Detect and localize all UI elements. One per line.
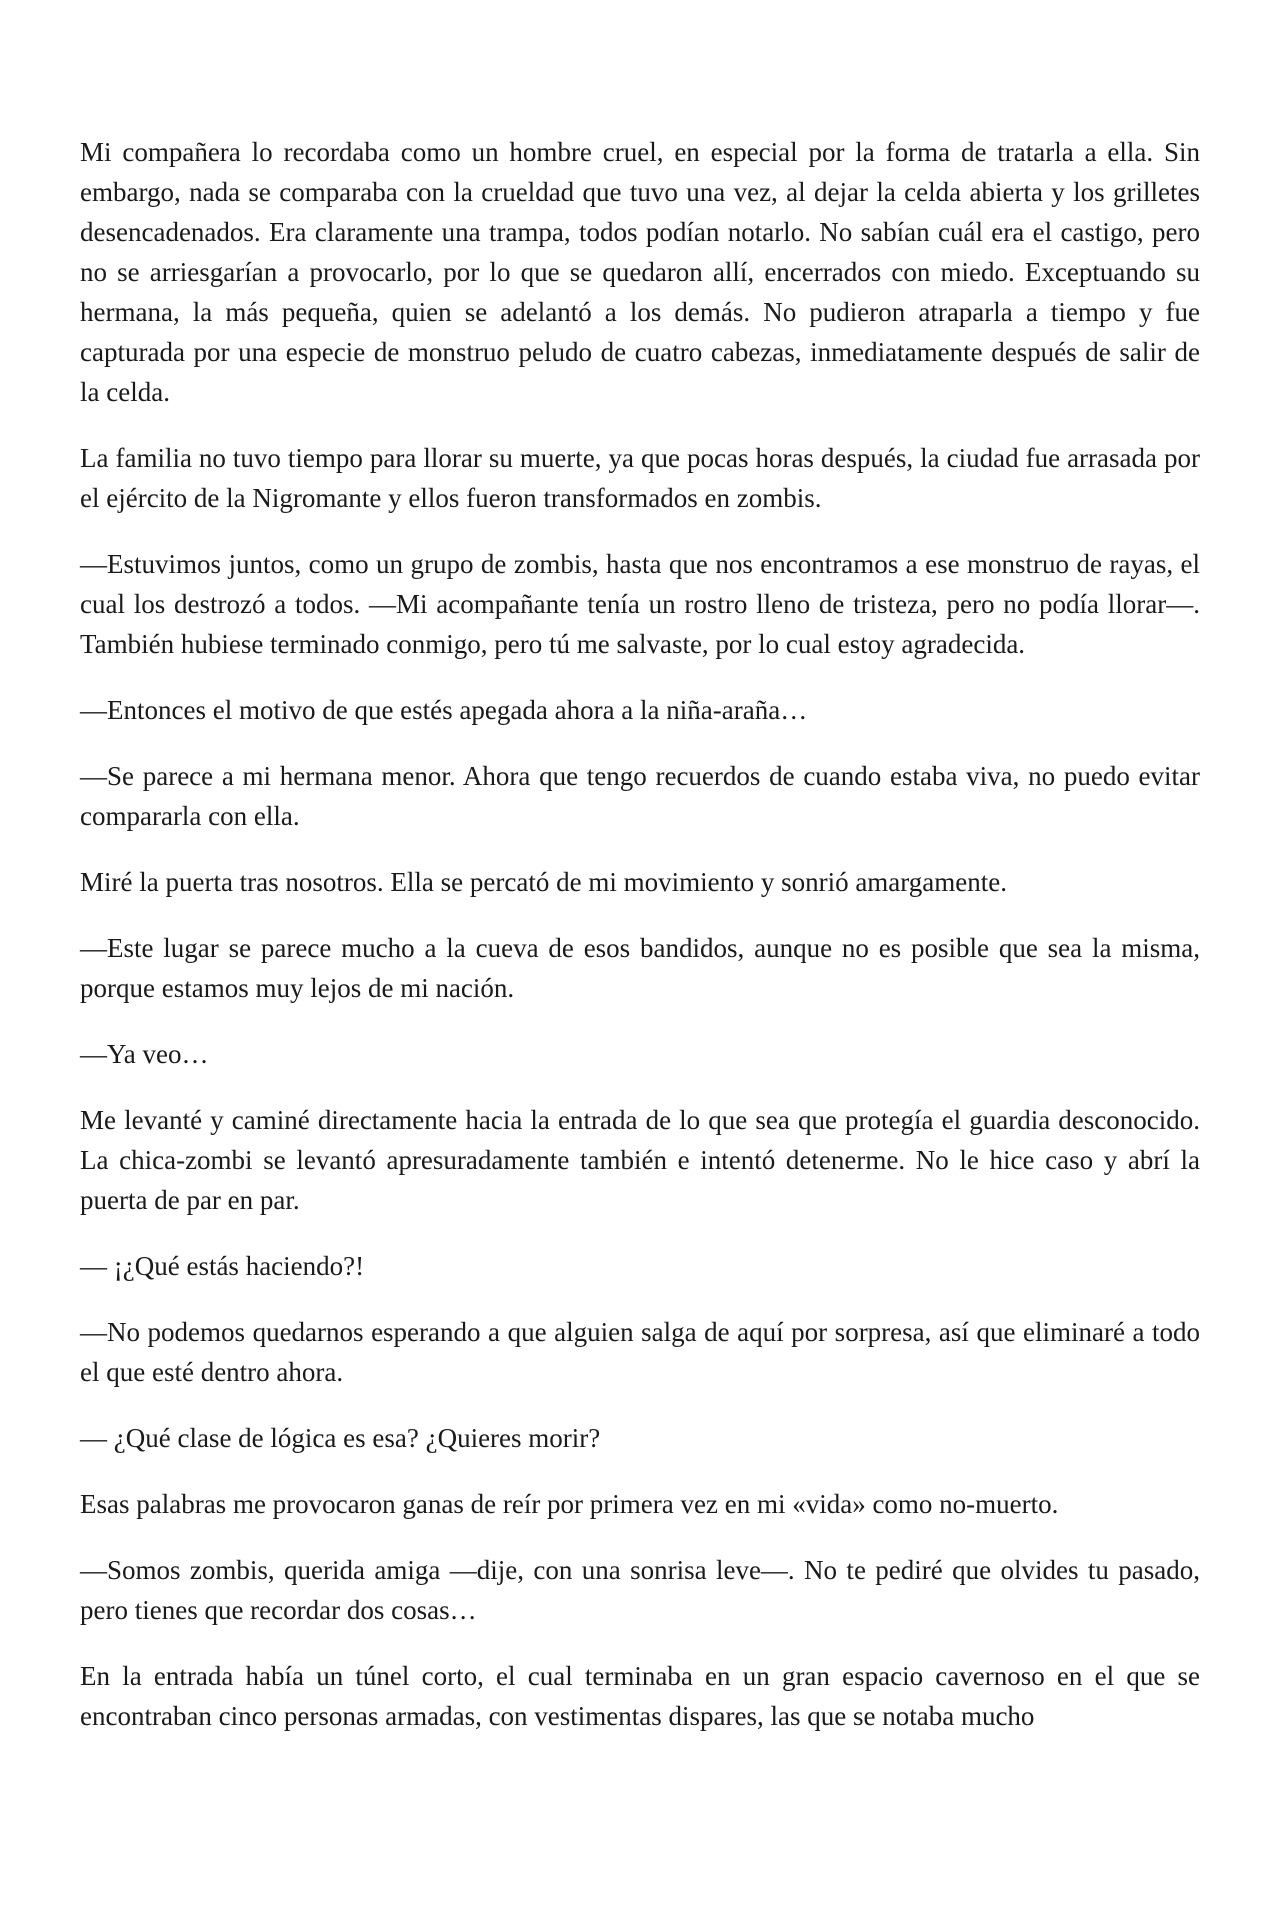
paragraph: En la entrada había un túnel corto, el cual terminaba en un gran espacio cavernoso en el que se encontraban cinco personas armadas, con vestimentas dispares, las que se notaba mucho bbox=[80, 1661, 1200, 1731]
paragraph: —Somos zombis, querida amiga —dije, con una sonrisa leve—. No te pediré que olvides tu pasado, pero tienes que recordar dos cosas… bbox=[80, 1555, 1200, 1625]
paragraph: — ¿Qué clase de lógica es esa? ¿Quieres morir? bbox=[80, 1423, 601, 1453]
paragraph: —Este lugar se parece mucho a la cueva de esos bandidos, aunque no es posible que sea la misma, porque estamos muy lejos de mi nación. bbox=[80, 933, 1200, 1003]
paragraph: La familia no tuvo tiempo para llorar su muerte, ya que pocas horas después, la ciudad fue arrasada por el ejército de la Nigromante y ellos fueron transformados en zombis. bbox=[80, 443, 1200, 513]
paragraph: — ¡¿Qué estás haciendo?! bbox=[80, 1251, 365, 1281]
paragraph: —No podemos quedarnos esperando a que alguien salga de aquí por sorpresa, así que eliminaré a todo el que esté dentro ahora. bbox=[80, 1317, 1200, 1387]
paragraph: Esas palabras me provocaron ganas de reír por primera vez en mi «vida» como no-muerto. bbox=[80, 1489, 1059, 1519]
paragraph: —Se parece a mi hermana menor. Ahora que tengo recuerdos de cuando estaba viva, no puedo evitar compararla con ella. bbox=[80, 761, 1200, 831]
paragraph: Me levanté y caminé directamente hacia la entrada de lo que sea que protegía el guardia desconocido. La chica-zombi se levantó apresuradamente también e intentó detenerme. No le hice caso y abrí la puerta de par en par. bbox=[80, 1105, 1200, 1215]
paragraph: —Entonces el motivo de que estés apegada ahora a la niña-araña… bbox=[80, 695, 808, 725]
paragraph: Miré la puerta tras nosotros. Ella se percató de mi movimiento y sonrió amargamente. bbox=[80, 867, 1007, 897]
paragraph: —Ya veo… bbox=[80, 1039, 209, 1069]
document-page bbox=[80, 132, 1200, 1736]
paragraph: —Estuvimos juntos, como un grupo de zombis, hasta que nos encontramos a ese monstruo de rayas, el cual los destrozó a todos. —Mi acompañante tenía un rostro lleno de tristeza, pero no podía llorar—. También hubiese terminado conmigo, pero tú me salvaste, por lo cual estoy agradecida. bbox=[80, 549, 1200, 659]
paragraph: Mi compañera lo recordaba como un hombre cruel, en especial por la forma de tratarla a ella. Sin embargo, nada se comparaba con la crueldad que tuvo una vez, al dejar la celda abierta y los grilletes desencadenados. Era claramente una trampa, todos podían notarlo. No sabían cuál era el castigo, pero no se arriesgarían a provocarlo, por lo que se quedaron allí, encerrados con miedo. Exceptuando su hermana, la más pequeña, quien se adelantó a los demás. No pudieron atraparla a tiempo y fue capturada por una especie de monstruo peludo de cuatro cabezas, inmediatamente después de salir de la celda. bbox=[80, 137, 1200, 407]
